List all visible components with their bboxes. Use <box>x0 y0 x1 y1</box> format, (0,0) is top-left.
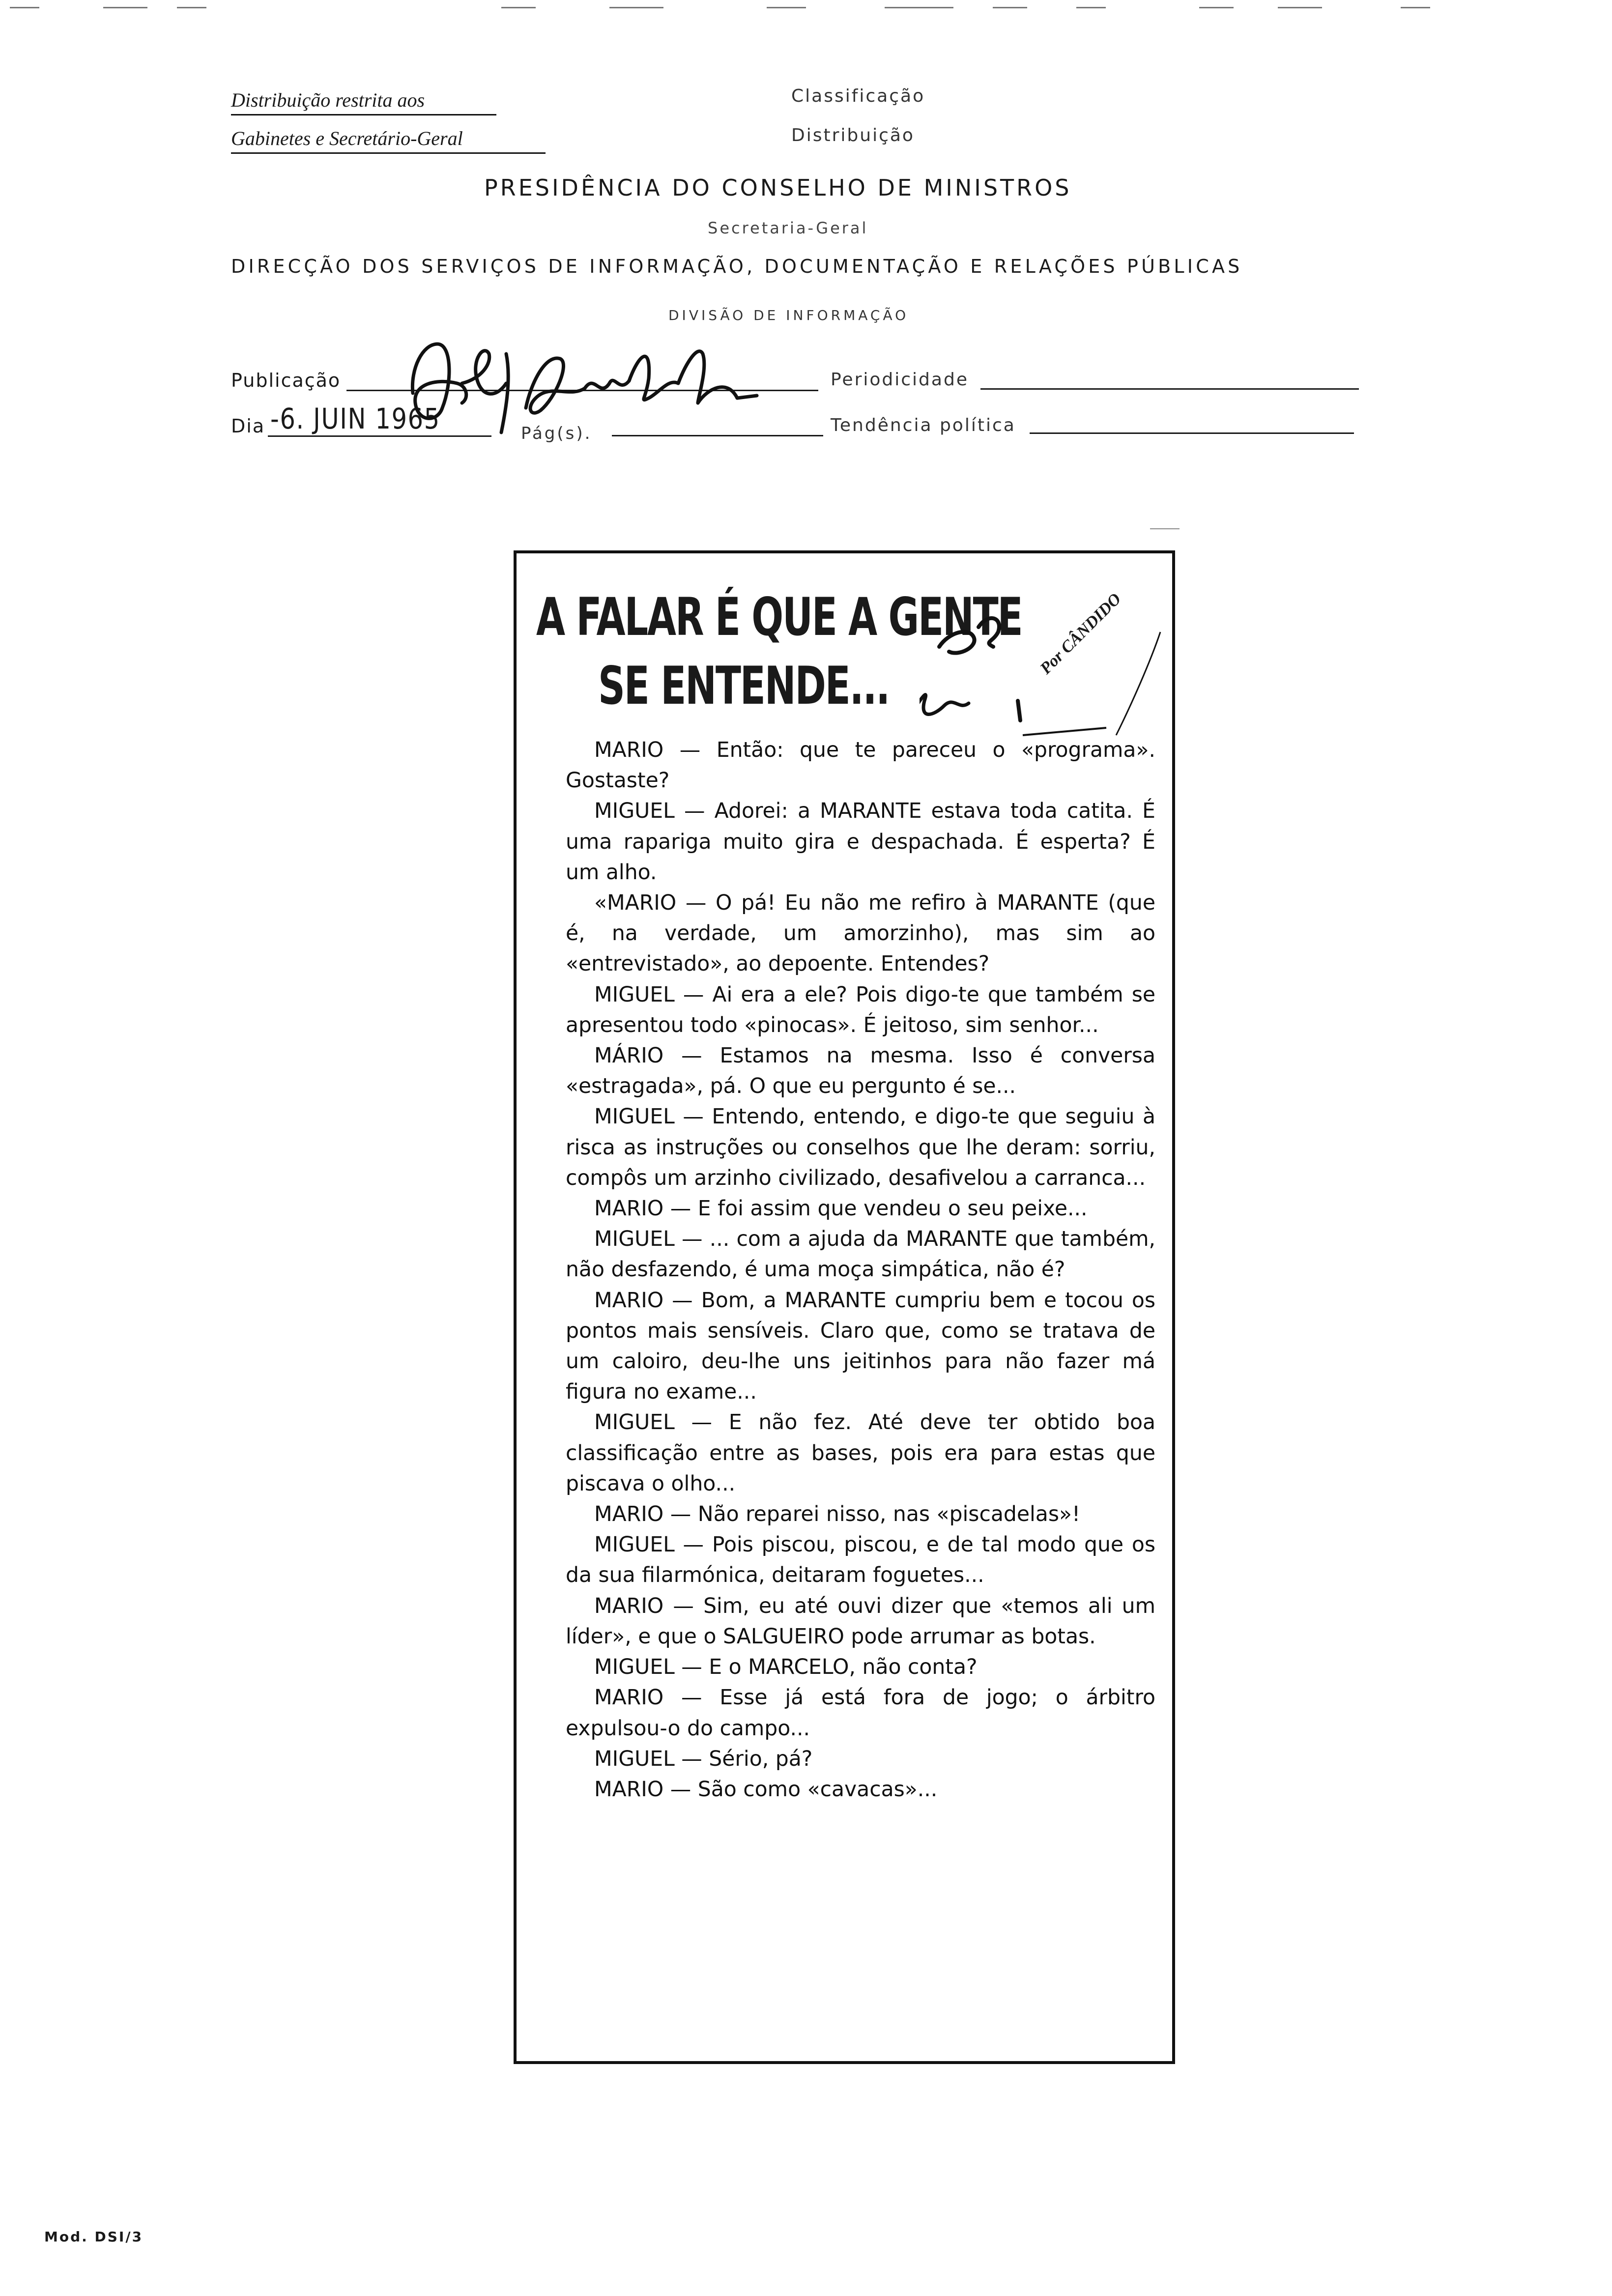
dialogue-paragraph: MARIO — Não reparei nisso, nas «piscadelas»! <box>594 1502 1081 1527</box>
dialogue-paragraph: MARIO — E foi assim que vendeu o seu peixe... <box>594 1197 1088 1221</box>
distribution-note-underline1 <box>231 114 496 115</box>
dialogue-paragraph: MARIO — Esse já está fora de jogo; o árbitro expulsou-o do campo... <box>566 1686 1155 1741</box>
dialogue-paragraph: MARIO — Bom, a MARANTE cumpriu bem e tocou os pontos mais sensíveis. Claro que, como se tratava de um caloiro, deu-lhe uns jeitinhos para não fazer má figura no exame... <box>566 1288 1155 1405</box>
dialogue-paragraph: MIGUEL — Adorei: a MARANTE estava toda catita. É uma rapariga muito gira e despachada. É esperta? É um alho. <box>566 799 1155 885</box>
periodicity-label: Periodicidade <box>831 370 969 390</box>
dialogue-paragraph: MARIO — Então: que te pareceu o «programa». Gostaste? <box>566 738 1155 793</box>
dialogue-paragraph: MIGUEL — Ai era a ele? Pois digo-te que também se apresentou todo «pinocas». É jeitoso, sim senhor... <box>566 982 1155 1037</box>
political-tendency-label: Tendência política <box>831 415 1016 435</box>
byline: Por CÂNDIDO <box>1036 590 1125 678</box>
date-stamp: -6. JUIN 1965 <box>270 402 440 435</box>
headline-line2: SE ENTENDE... <box>598 656 890 716</box>
division-line: DIVISÃO DE INFORMAÇÃO <box>668 307 909 323</box>
distribution-label: Distribuição <box>791 125 915 145</box>
pages-label: Pág(s). <box>521 424 592 443</box>
dialogue-paragraph: MIGUEL — Pois piscou, piscou, e de tal modo que os da sua filarmónica, deitaram foguetes... <box>566 1533 1155 1588</box>
headline-line1: A FALAR É QUE A GENTE <box>536 587 1022 647</box>
day-label: Dia <box>231 415 265 437</box>
dialogue-paragraph: MIGUEL — ... com a ajuda da MARANTE que também, não desfazendo, é uma moça simpática, não é? <box>566 1227 1155 1282</box>
handwritten-signature <box>383 324 767 437</box>
dialogue-paragraph: MARIO — São como «cavacas»... <box>594 1777 938 1802</box>
org-subtitle: Secretaria-Geral <box>708 219 868 237</box>
handwritten-annotation <box>920 573 1165 760</box>
periodicity-field-line <box>980 388 1359 390</box>
distribution-note-line1: Distribuição restrita aos <box>231 89 425 111</box>
directorate-line: DIRECÇÃO DOS SERVIÇOS DE INFORMAÇÃO, DOCUMENTAÇÃO E RELAÇÕES PÚBLICAS <box>231 256 1243 277</box>
scan-mark <box>1150 528 1180 529</box>
dialogue-paragraph: MARIO — Sim, eu até ouvi dizer que «temos ali um líder», e que o SALGUEIRO pode arrumar as botas. <box>566 1594 1155 1649</box>
org-title: PRESIDÊNCIA DO CONSELHO DE MINISTROS <box>484 174 1072 201</box>
dialogue-paragraph: MIGUEL — E o MARCELO, não conta? <box>594 1655 978 1680</box>
distribution-note-line2: Gabinetes e Secretário-Geral <box>231 127 463 149</box>
classification-label: Classificação <box>791 86 925 106</box>
dialogue-paragraph: MÁRIO — Estamos na mesma. Isso é conversa «estragada», pá. O que eu pergunto é se... <box>566 1044 1155 1099</box>
newspaper-clipping <box>514 550 1175 2064</box>
political-tendency-field-line <box>1030 432 1354 434</box>
dialogue-paragraph: MIGUEL — Sério, pá? <box>594 1747 813 1771</box>
distribution-note-underline2 <box>231 152 546 154</box>
clipping-body <box>566 735 1155 1805</box>
dialogue-paragraph: MIGUEL — E não fez. Até deve ter obtido boa classificação entre as bases, pois era para estas que piscava o olho... <box>566 1410 1155 1496</box>
dialogue-paragraph: «MARIO — O pá! Eu não me refiro à MARANTE (que é, na verdade, um amorzinho), mas sim ao «entrevistado», ao depoente. Entendes? <box>566 891 1155 976</box>
form-code: Mod. DSI/3 <box>44 2229 144 2245</box>
dialogue-paragraph: MIGUEL — Entendo, entendo, e digo-te que seguiu à risca as instruções ou conselhos que lhe deram: sorriu, compôs um arzinho civilizado, desafivelou a carranca... <box>566 1105 1155 1190</box>
publication-label: Publicação <box>231 370 341 391</box>
